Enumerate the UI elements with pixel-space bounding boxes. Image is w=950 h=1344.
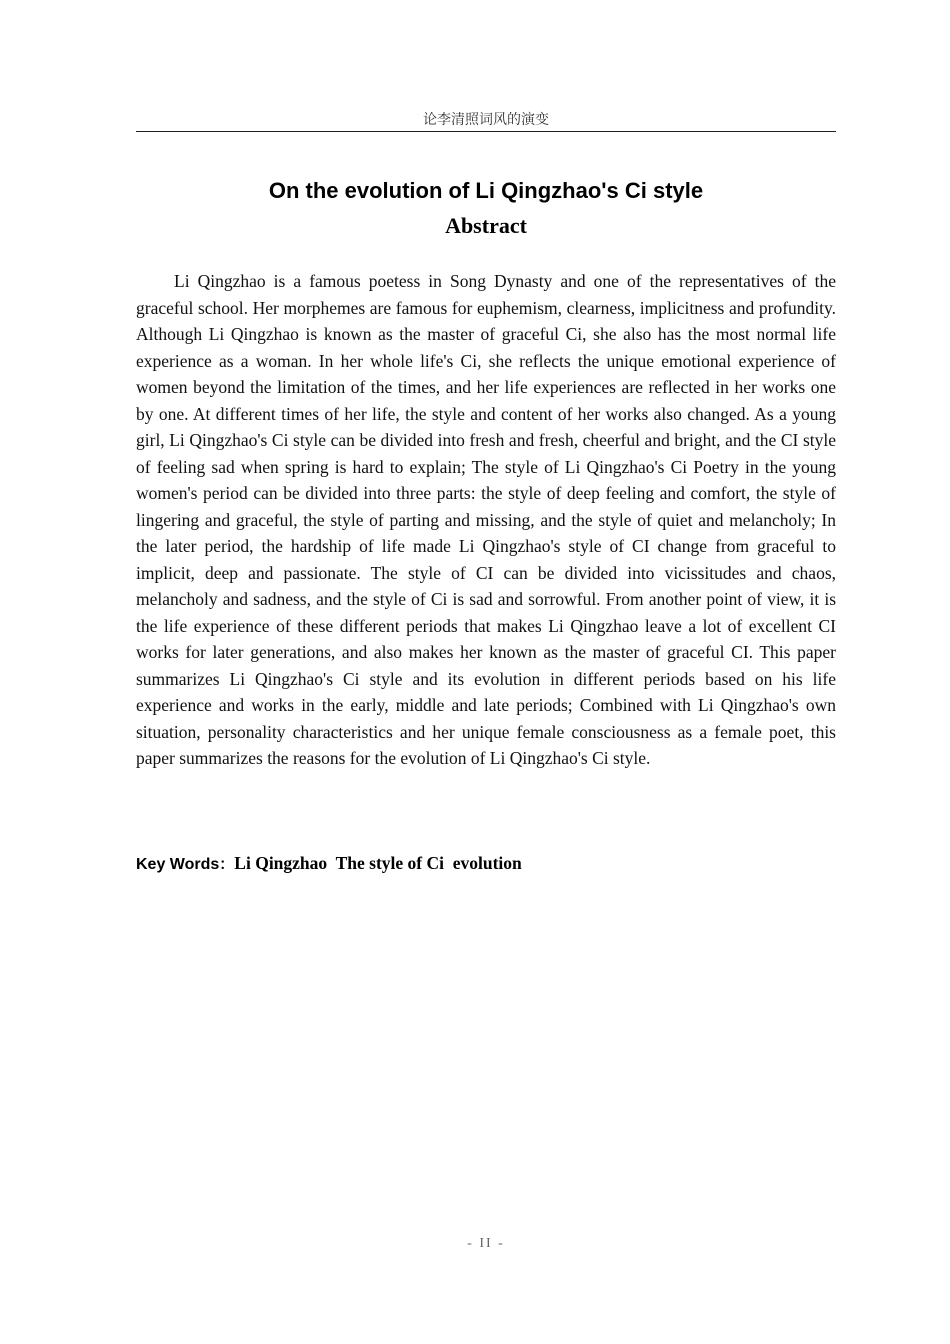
header-divider <box>136 131 836 132</box>
running-header: 论李清照词风的演变 <box>423 112 549 128</box>
keywords-separator: ： <box>219 855 235 873</box>
keywords-terms: Li Qingzhao The style of Ci evolution <box>234 853 522 873</box>
paper-title: On the evolution of Li Qingzhao's Ci style <box>268 178 704 203</box>
keywords-line <box>136 850 836 878</box>
page-number: - II - <box>467 1236 505 1251</box>
abstract-body: Li Qingzhao is a famous poetess in Song Dynasty and one of the representatives of the graceful school. Her morphemes are famous for euphemism, clearness, implicitness and profundity. Although Li Qingzhao is known as the master of graceful Ci, she also has the most normal life experience as a woman. In her whole life's Ci, she reflects the unique emotional experience of women beyond the limitation of the times, and her life experiences are reflected in her works one by one. At different times of her life, the style and content of her works also changed. As a young girl, Li Qingzhao's Ci style can be divided into fresh and fresh, cheerful and bright, and the CI style of feeling sad when spring is hard to explain; The style of Li Qingzhao's Ci Poetry in the young women's period can be divided into three parts: the style of deep feeling and comfort, the style of lingering and graceful, the style of parting and missing, and the style of quiet and melancholy; In the later period, the hardship of life made Li Qingzhao's style of CI change from graceful to implicit, deep and passionate. The style of CI can be divided into vicissitudes and chaos, melancholy and sadness, and the style of Ci is sad and sorrowful. From another point of view, it is the life experience of these different periods that makes Li Qingzhao leave a lot of excellent CI works for later generations, and also makes her known as the master of graceful CI. This paper summarizes Li Qingzhao's Ci style and its evolution in different periods based on his life experience and works in the early, middle and late periods; Combined with Li Qingzhao's own situation, personality characteristics and her unique female consciousness as a female poet, this paper summarizes the reasons for the evolution of Li Qingzhao's Ci style. <box>136 271 836 768</box>
keywords-label: Key Words <box>136 856 220 873</box>
abstract-heading: Abstract <box>445 213 527 238</box>
